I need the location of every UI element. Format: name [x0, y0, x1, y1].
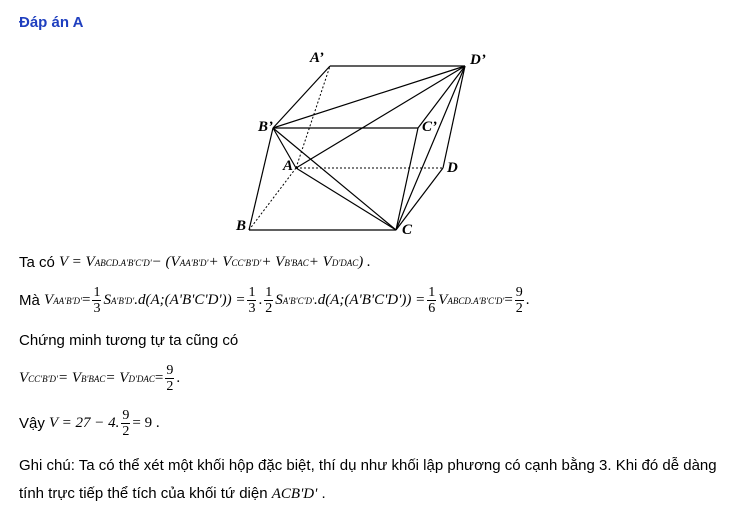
formula-line-2: Mà V AA'B'D' = $\frac{1}{3}$ S A'B'D' .d(A;(A'B'C'D')) = $\frac{1}{3}$ . $\frac{1}{2}$ S A'B'C'D' .d(A;(A'B'C'D')) = $\frac{1}{6}$ V ABCD.A'B'C'D' = $\frac{9}{2}$ .	[19, 285, 530, 316]
answer-heading: Đáp án A	[19, 14, 84, 31]
fraction-one-third-b: $\frac{1}{3}$	[248, 285, 256, 316]
fraction-nine-halves-3: $\frac{9}{2}$	[122, 408, 130, 439]
fraction-nine-halves: $\frac{9}{2}$	[515, 285, 523, 316]
edge-bb1	[249, 128, 273, 230]
label-d-prime: D’	[470, 52, 486, 68]
label-a-prime: A’	[310, 50, 324, 66]
label-c: C	[402, 222, 413, 238]
formula-line-1: Ta có V = V ABCD.A'B'C'D' − (V AA'B'D' + V CC'B'D' + V B'BAC + V D'DAC ) .	[19, 254, 371, 271]
parallelepiped-figure	[0, 0, 748, 245]
edge-ad1	[296, 66, 465, 168]
note-paragraph: Ghi chú: Ta có thể xét một khối hộp đặc biệt, thí dụ như khối lập phương có cạnh bằng 3. Khi đó dễ dàng tính trực tiếp thể tích của khối tứ diện ACB'D' .	[19, 457, 717, 502]
edge-d1c	[396, 66, 465, 230]
label-b-prime: B’	[258, 119, 273, 135]
fraction-nine-halves-2: $\frac{9}{2}$	[166, 363, 174, 394]
formula-line-4: V CC'B'D' = V B'BAC = V D'DAC = $\frac{9}{2}$ .	[19, 363, 181, 394]
label-b: B	[236, 218, 247, 234]
fraction-one-half: $\frac{1}{2}$	[265, 285, 273, 316]
fraction-one-sixth: $\frac{1}{6}$	[428, 285, 436, 316]
text-line-3: Chứng minh tương tự ta cũng có	[19, 332, 239, 349]
edge-ac	[296, 168, 396, 230]
edge-b1c	[273, 128, 396, 230]
label-a: A	[283, 158, 294, 174]
hidden-edge-aa1	[296, 66, 330, 168]
label-d: D	[447, 160, 458, 176]
formula-line-5: Vậy V = 27 − 4. $\frac{9}{2}$ = 9 .	[19, 408, 160, 439]
fraction-one-third: $\frac{1}{3}$	[93, 285, 101, 316]
label-c-prime: C’	[422, 119, 437, 135]
